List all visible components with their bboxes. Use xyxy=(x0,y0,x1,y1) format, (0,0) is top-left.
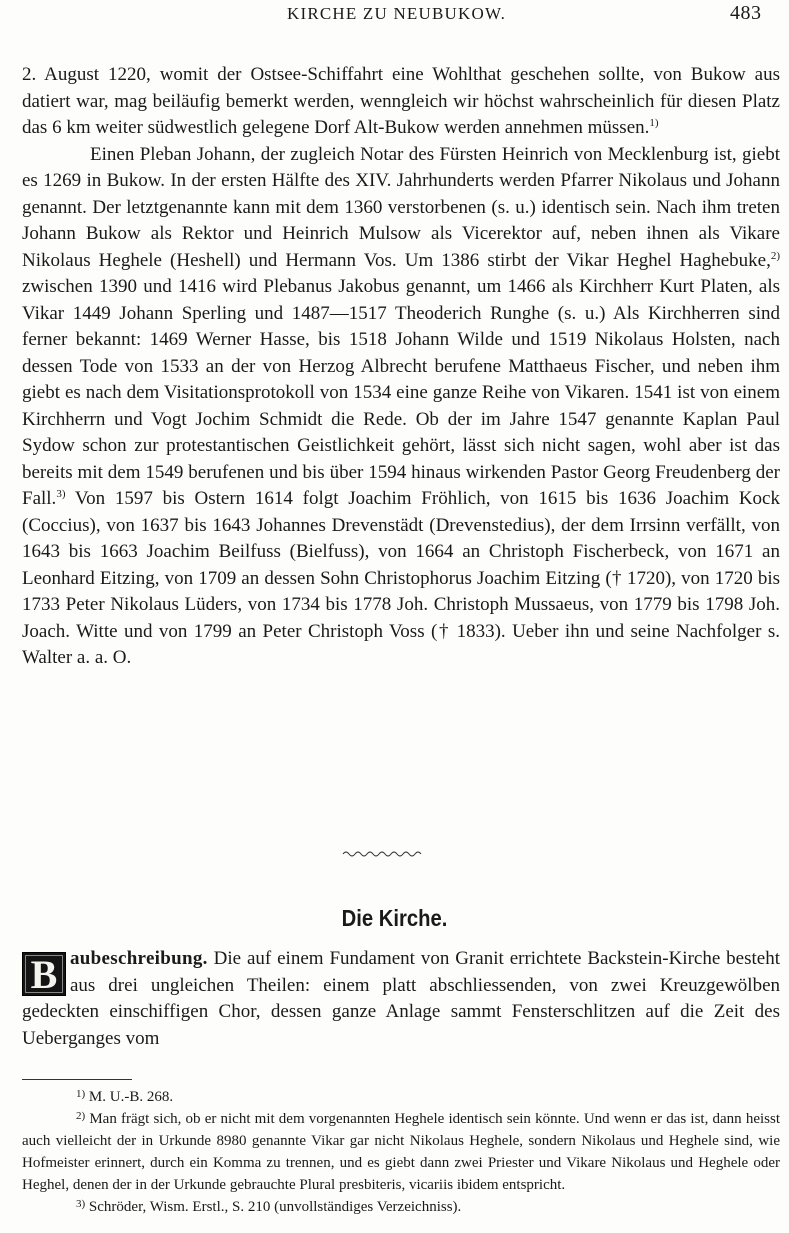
lead-word: aubeschreibung. xyxy=(70,948,208,969)
footnote-text: Schröder, Wism. Erstl., S. 210 (unvollständiges Verzeichniss). xyxy=(85,1199,462,1215)
footnote-marker: 3) xyxy=(76,1198,86,1210)
footnote-3 xyxy=(22,1196,780,1218)
paragraph-text: zwischen 1390 und 1416 wird Plebanus Jakobus genannt, um 1466 als Kirchherr Kurt Platen, als Vikar 1449 Johann Sperling und 1487—1517 Theoderich Runghe (s. u.) Als Kirchherren sind ferner bekannt: 1469 Werner Hasse, bis 1518 Johann Wilde und 1519 Nikolaus Holsten, nach dessen Tode von 1533 an der von Herzog Albrecht berufene Matthaeus Fischer, und neben ihm giebt es nach dem Visitationsprotokoll von 1534 eine ganze Reihe von Vikaren. 1541 ist von einem Kirchherrn und Vogt Jochim Schmidt die Rede. Ob der im Jahre 1547 genannte Kaplan Paul Sydow schon zur protestantischen Geistlichkeit gehört, lässt sich nicht sagen, wohl aber ist das bereits mit dem 1549 berufenen und bis über 1594 hinaus wirkenden Pastor Georg Freudenberg der Fall. xyxy=(22,276,780,509)
drop-cap-initial: B xyxy=(22,952,66,996)
footnote-1 xyxy=(22,1086,780,1108)
section-heading: Die Kirche. xyxy=(341,905,448,931)
footnote-text: M. U.-B. 268. xyxy=(85,1089,174,1105)
footnote-2 xyxy=(22,1108,780,1196)
footnote-ref-3: 3) xyxy=(56,488,66,500)
footnote-marker: 1) xyxy=(76,1088,86,1100)
paragraph-text: Die auf einem Fundament von Granit errichtete Backstein-Kirche besteht aus drei ungleichen Theilen: einem platt abschliessenden, von zwei Kreuzgewölben gedeckten einschiffigen Chor, dessen ganze Anlage sammt Fensterschlitzen auf die Zeit des Ueberganges vom xyxy=(22,948,780,1049)
footnote-marker: 2) xyxy=(76,1110,86,1122)
paragraph-text: Von 1597 bis Ostern 1614 folgt Joachim Fröhlich, von 1615 bis 1636 Joachim Kock (Coccius), von 1637 bis 1643 Johannes Drevenstädt (Drevenstedius), der dem Irrsinn verfällt, von 1643 bis 1663 Joachim Beilfuss (Bielfuss), von 1664 an Christoph Fischerbeck, von 1671 an Leonhard Eitzing, von 1709 an dessen Sohn Christophorus Joachim Eitzing († 1720), von 1720 bis 1733 Peter Nikolaus Lüders, von 1734 bis 1778 Joh. Christoph Mussaeus, von 1779 bis 1798 Joh. Joach. Witte und von 1799 an Peter Christoph Voss († 1833). Ueber ihn und seine Nachfolger s. Walter a. a. O. xyxy=(22,488,780,668)
footnote-rule xyxy=(22,1079,132,1080)
page-number: 483 xyxy=(730,2,762,24)
section-divider-ornament xyxy=(342,849,424,859)
paragraph-clergy-list xyxy=(22,142,780,672)
chronicle-text xyxy=(22,62,780,672)
footnote-ref-2: 2) xyxy=(770,249,780,262)
footnote-text: Man frägt sich, ob er nicht mit dem vorgenannten Heghele identisch sein könnte. Und wenn er das ist, dann heisst auch vielleicht der in Urkunde 8980 genannte Vikar gar nicht Nikolaus Heghele, sondern Nikolaus und Heghele sind, wie Hofmeister erinnert, durch ein Komma zu trennen, und es giebt dann zwei Priester und Vikare Nikolaus und Heghele oder Heghel, denen der in der Urkunde gebrauchte Plural presbiteris, vicariis ibidem entspricht. xyxy=(22,1111,780,1193)
footnote-ref-1: 1) xyxy=(649,117,659,129)
paragraph-text: Einen Pleban Johann, der zugleich Notar des Fürsten Heinrich von Mecklenburg ist, giebt es 1269 in Bukow. In der ersten Hälfte des XIV. Jahrhunderts werden Pfarrer Nikolaus und Johann genannt. Der letztgenannte kann mit dem 1360 verstorbenen (s. u.) identisch sein. Nach ihm treten Johann Bukow als Rektor und Heinrich Mulsow als Vicerektor auf, neben ihnen als Vikare Nikolaus Heghele (Heshell) und Hermann Vos. Um 1386 stirbt der Vikar Heghel Haghebuke, xyxy=(22,143,780,271)
running-head xyxy=(0,2,789,32)
description-paragraph xyxy=(22,946,780,1052)
paragraph-text: 2. August 1220, womit der Ostsee-Schiffahrt eine Wohlthat geschehen sollte, von Bukow aus datiert war, mag beiläufig bemerkt werden, wenngleich wir höchst wahrscheinlich für diesen Platz das 6 km weiter südwestlich gelegene Dorf Alt-Bukow werden annehmen müssen. xyxy=(22,64,780,138)
building-description xyxy=(22,946,780,1052)
paragraph-continuation xyxy=(22,62,780,142)
running-title: KIRCHE ZU NEUBUKOW. xyxy=(287,4,507,23)
footnotes xyxy=(22,1086,780,1218)
